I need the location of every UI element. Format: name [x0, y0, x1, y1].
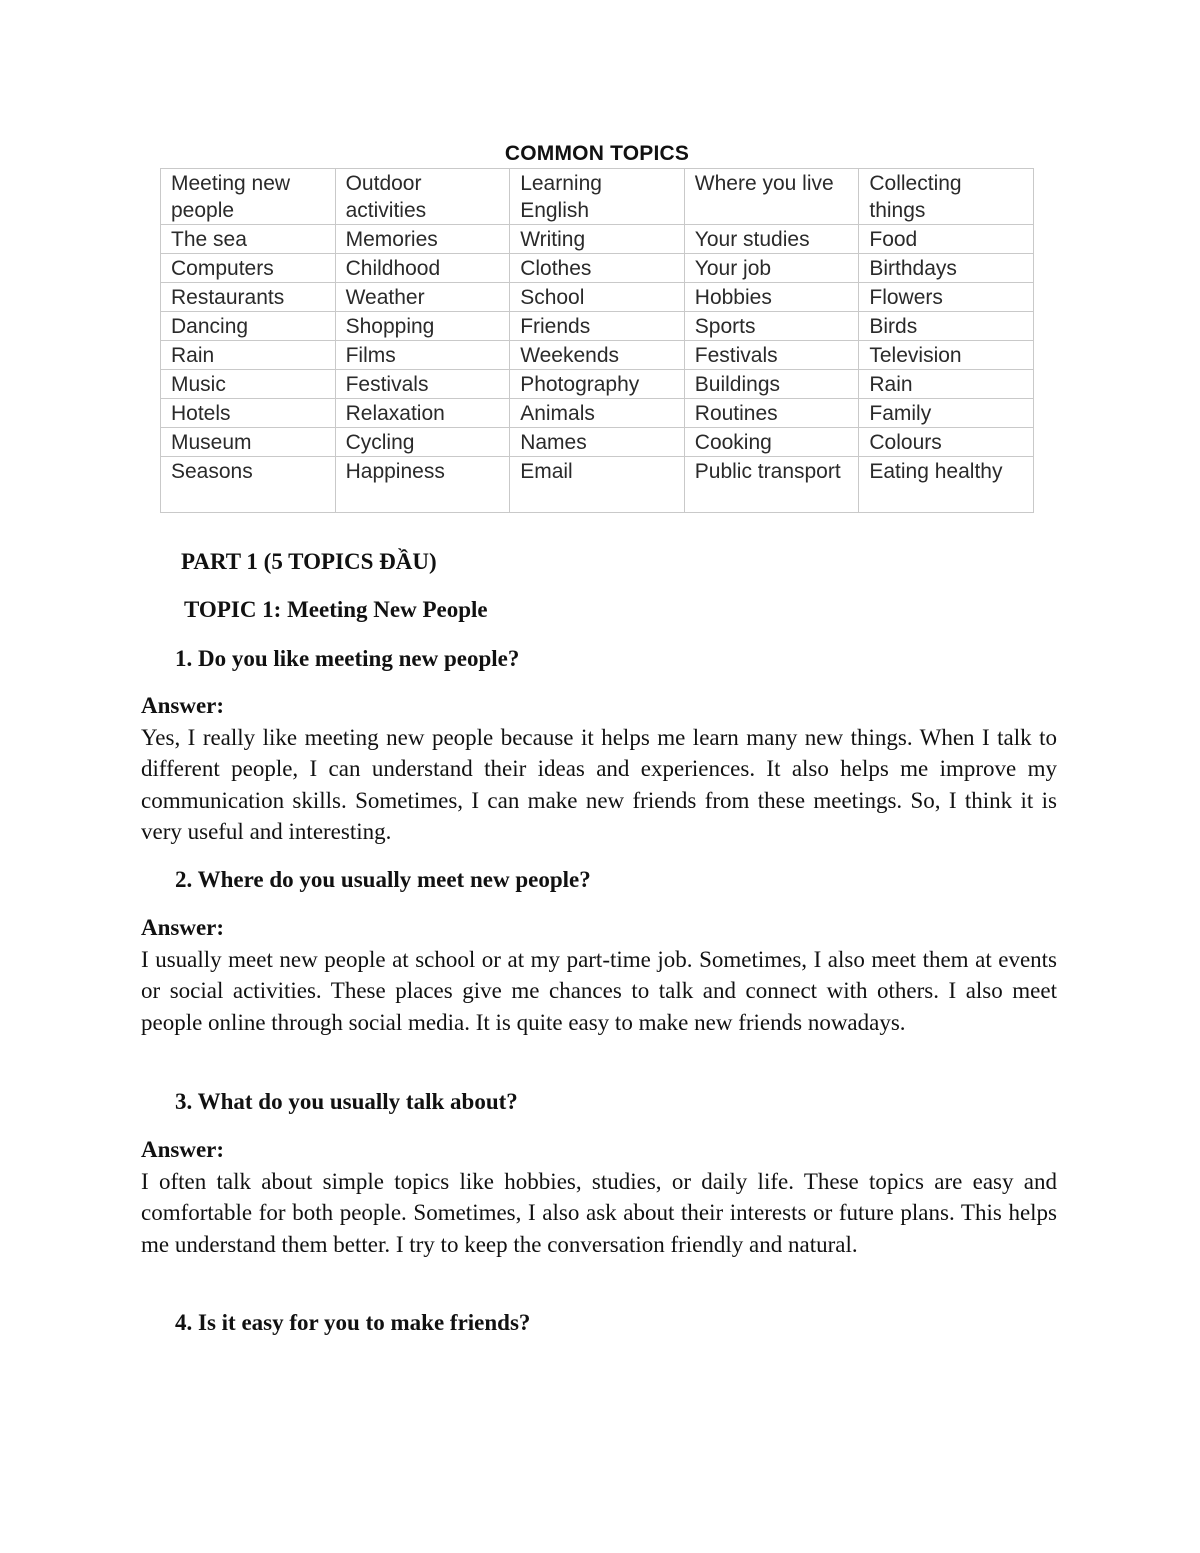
table-cell: Flowers — [859, 283, 1034, 312]
table-cell: Rain — [161, 341, 336, 370]
table-cell: Museum — [161, 428, 336, 457]
table-cell: The sea — [161, 225, 336, 254]
question-1: 1. Do you like meeting new people? — [175, 646, 520, 671]
table-cell: Restaurants — [161, 283, 336, 312]
table-cell: Clothes — [510, 254, 685, 283]
table-cell: School — [510, 283, 685, 312]
table-cell: Meeting new people — [161, 169, 336, 225]
common-topics-table — [160, 168, 1034, 513]
table-cell: Music — [161, 370, 336, 399]
table-cell: Writing — [510, 225, 685, 254]
table-row — [161, 370, 1034, 399]
table-row — [161, 312, 1034, 341]
table-row — [161, 399, 1034, 428]
answer-label: Answer: — [141, 1137, 225, 1162]
table-cell: Birthdays — [859, 254, 1034, 283]
table-cell: Learning English — [510, 169, 685, 225]
table-cell: Sports — [684, 312, 859, 341]
table-cell: Films — [335, 341, 510, 370]
table-cell: Rain — [859, 370, 1034, 399]
table-row — [161, 428, 1034, 457]
table-cell: Photography — [510, 370, 685, 399]
table-cell: Friends — [510, 312, 685, 341]
table-cell: Shopping — [335, 312, 510, 341]
table-cell: Public transport — [684, 457, 859, 513]
table-cell: Email — [510, 457, 685, 513]
table-row — [161, 457, 1034, 513]
table-cell: Cycling — [335, 428, 510, 457]
table-cell: Collecting things — [859, 169, 1034, 225]
question-2: 2. Where do you usually meet new people? — [175, 867, 591, 892]
answer-3: I often talk about simple topics like hobbies, studies, or daily life. These topics are easy and comfortable for both people. Sometimes, I also ask about their interests or future plans. This helps me understand them better. I try to keep the conversation friendly and natural. — [141, 1169, 1057, 1257]
table-cell: Computers — [161, 254, 336, 283]
table-cell: Family — [859, 399, 1034, 428]
table-cell: Seasons — [161, 457, 336, 513]
table-row — [161, 254, 1034, 283]
table-cell: Eating healthy — [859, 457, 1034, 513]
table-cell: Festivals — [684, 341, 859, 370]
table-cell: Names — [510, 428, 685, 457]
table-cell: Childhood — [335, 254, 510, 283]
table-cell: Hotels — [161, 399, 336, 428]
table-cell: Hobbies — [684, 283, 859, 312]
table-cell: Where you live — [684, 169, 859, 225]
table-cell: Happiness — [335, 457, 510, 513]
table-cell: Weather — [335, 283, 510, 312]
table-cell: Animals — [510, 399, 685, 428]
table-cell: Dancing — [161, 312, 336, 341]
table-cell: Routines — [684, 399, 859, 428]
table-title: COMMON TOPICS — [504, 142, 690, 165]
topic-heading: TOPIC 1: Meeting New People — [184, 597, 488, 622]
table-row — [161, 283, 1034, 312]
answer-1: Yes, I really like meeting new people because it helps me learn many new things. When I talk to different people, I can understand their ideas and experiences. It also helps me improve my communication skills. Sometimes, I can make new friends from these meetings. So, I think it is very useful and interesting. — [141, 725, 1057, 844]
answer-label: Answer: — [141, 693, 225, 718]
table-row — [161, 169, 1034, 225]
table-cell: Your studies — [684, 225, 859, 254]
table-cell: Relaxation — [335, 399, 510, 428]
table-cell: Memories — [335, 225, 510, 254]
table-row — [161, 225, 1034, 254]
table-row — [161, 341, 1034, 370]
table-cell: Colours — [859, 428, 1034, 457]
answer-label: Answer: — [141, 915, 225, 940]
table-cell: Festivals — [335, 370, 510, 399]
question-3: 3. What do you usually talk about? — [175, 1089, 518, 1114]
table-cell: Weekends — [510, 341, 685, 370]
table-cell: Birds — [859, 312, 1034, 341]
table-cell: Outdoor activities — [335, 169, 510, 225]
table-cell: Your job — [684, 254, 859, 283]
part-heading: PART 1 (5 TOPICS ĐẦU) — [181, 549, 437, 574]
table-cell: Buildings — [684, 370, 859, 399]
table-cell: Food — [859, 225, 1034, 254]
table-cell: Television — [859, 341, 1034, 370]
table-cell: Cooking — [684, 428, 859, 457]
question-4: 4. Is it easy for you to make friends? — [175, 1310, 531, 1335]
answer-2: I usually meet new people at school or at my part-time job. Sometimes, I also meet them at events or social activities. These places give me chances to talk and connect with others. I also meet people online through social media. It is quite easy to make new friends nowadays. — [141, 947, 1057, 1035]
